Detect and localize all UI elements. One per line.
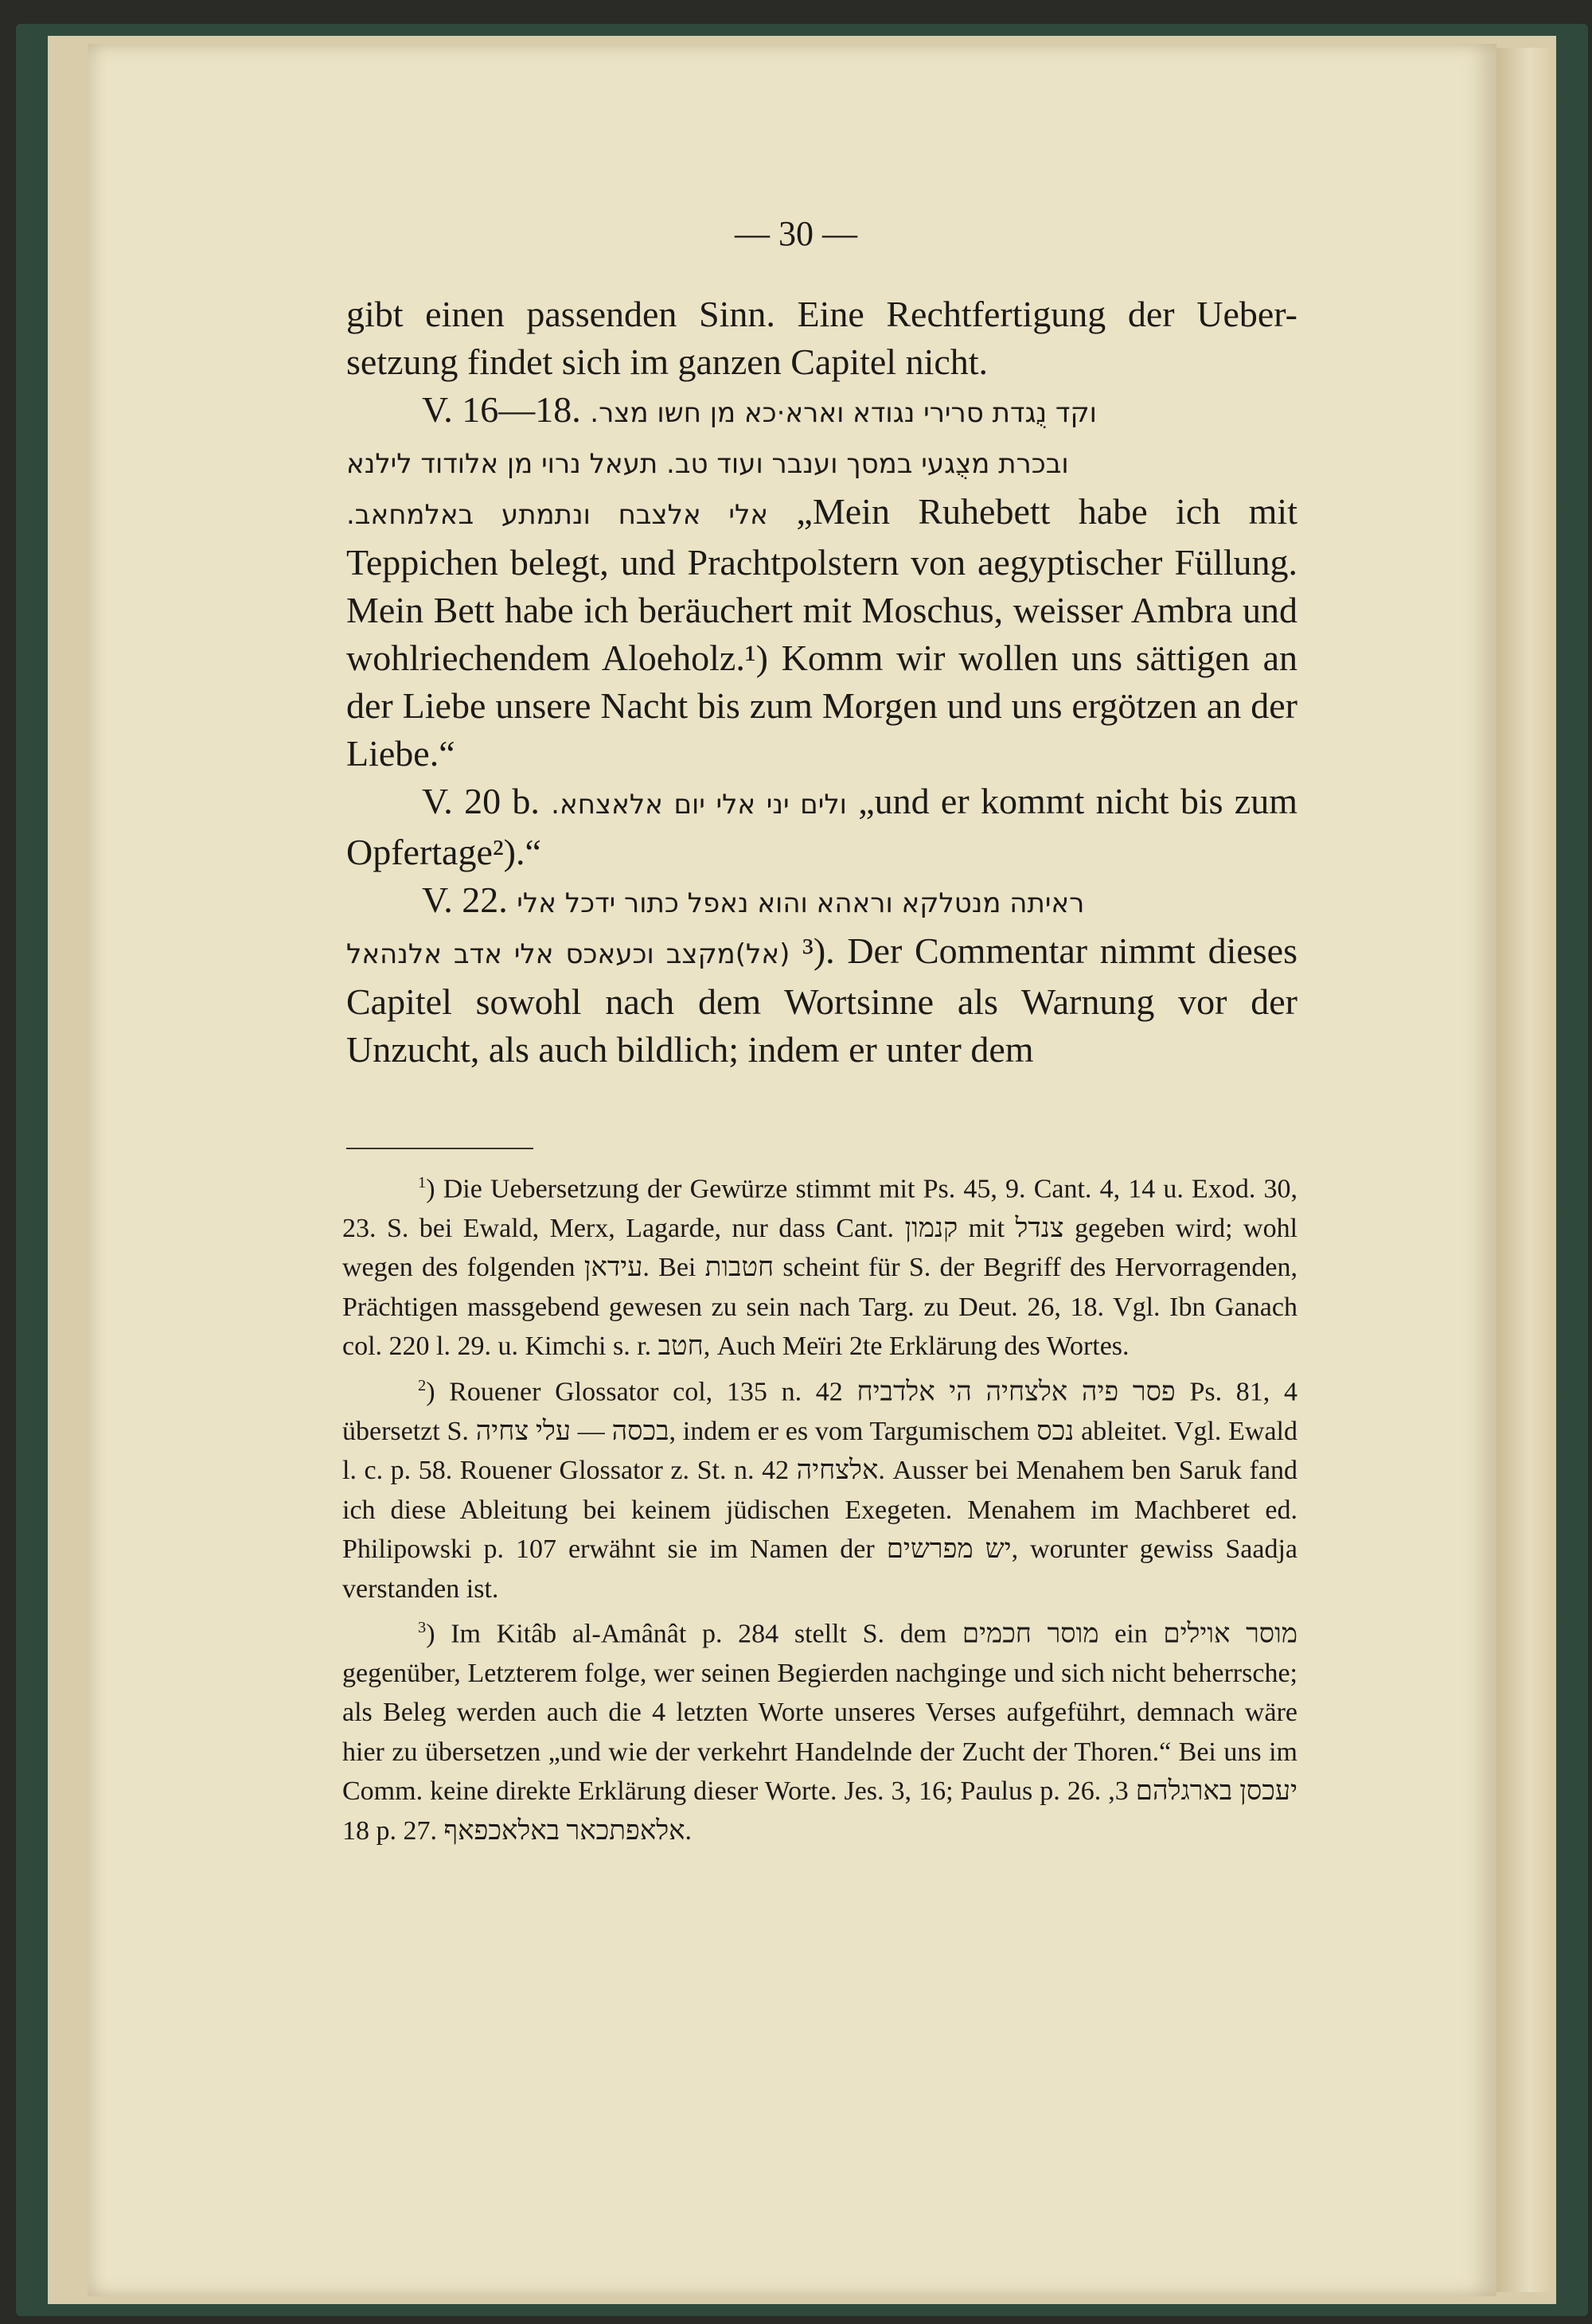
footnote-2: $^2$) Rouener Glossator col, 135 n. 42 פסר פיה אלצחיה הי אלדביח Ps. 81, 4 übersetzt S. בכסה — עלי צחיה, indem er es vom Targumischem נכס ableitet. Vgl. Ewald l. c. p. 58. Rouener Glossator z. St. n. 42 אלצחיה. Ausser bei Menahem ben Saruk fand ich diese Ableitung bei keinem jüdischen Exegeten. Menahem im Machberet ed. Philipowski p. 107 erwähnt sie im Namen der יש מפרשים, worunter gewiss Saadja verstanden ist. — [342, 1376, 1298, 1604]
paragraph-0: gibt einen passenden Sinn. Eine Rechtfertigung der Ueber-setzung findet sich im ganzen Capitel nicht. — [346, 294, 1297, 382]
footnotes — [342, 1164, 1297, 1850]
facing-page-strip — [1496, 48, 1552, 2292]
footnote-3: $^3$) Im Kitâb al-Amânât p. 284 stellt S. dem מוסר חכמים ein מוסר אוילים gegenüber, Letzterem folge, wer seinen Begierden nachginge und sich nicht beherrsche; als Beleg werden auch die 4 letzten Worte unseres Verses aufgeführt, demnach wäre hier zu übersetzen „und wie der verkehrt Handelnde der Zucht der Thoren.“ Bei uns im Comm. keine direkte Erklärung dieser Worte. Jes. 3, 16; Paulus p. 26. יעכסן בארגלהם 3, 18 p. 27. אלאפתכאר באלאכפאף. — [342, 1619, 1297, 1846]
paragraph-3: אלי אלצבח ונתמתע באלמחאב. „Mein Ruhebett habe ich mit Teppichen belegt, und Prachtpolstern von aegyptischer Füllung. Mein Bett habe ich beräuchert mit Moschus, weisser Ambra und wohlriechendem Aloeholz.¹) Komm wir wollen uns sättigen an der Liebe unsere Nacht bis zum Morgen und uns ergötzen an der Liebe.“ — [346, 491, 1297, 774]
footnote-1: $^1$) Die Uebersetzung der Gewürze stimmt mit Ps. 45, 9. Cant. 4, 14 u. Exod. 30, 23. S. bei Ewald, Merx, Lagarde, nur dass Cant. קנמון mit צנדל gegeben wird; wohl wegen des folgenden עידאן. Bei חטבות scheint für S. der Begriff des Hervorragenden, Prächtigen massgebend gewesen zu sein nach Targ. zu Deut. 26, 18. Vgl. Ibn Ganach col. 220 l. 29. u. Kimchi s. r. חטב, Auch Meïri 2te Erklärung des Wortes. — [342, 1174, 1298, 1362]
paragraph-5: V. 22. ראיתה מנטלקא וראהא והוא נאפל כתור ידכל אלי — [422, 879, 1085, 920]
paragraph-1: V. 16—18. וקד נֻגדת סרירי נגודא וארא·כא מן חשו מצר. — [422, 389, 1097, 430]
page-number: — 30 — — [735, 214, 857, 253]
footnote-rule — [346, 1148, 533, 1149]
paragraph-4: V. 20 b. ולים יני אלי יום אלאצחא. „und er kommt nicht bis zum Opfertage²).“ — [346, 781, 1298, 872]
paragraph-2: ובכרת מצֻגעי במסך וענבר ועוד טב. תעאל נרוי מן אלודוד לילנא — [346, 448, 1069, 480]
paragraph-6: (אל)מקצב וכעאכס אלי אדב אלנהאל ³). Der Commentar nimmt dieses Capitel sowohl nach dem Wortsinne als Warnung vor der Unzucht, als auch bildlich; indem er unter dem — [346, 930, 1298, 1070]
main-text — [346, 290, 1297, 1074]
